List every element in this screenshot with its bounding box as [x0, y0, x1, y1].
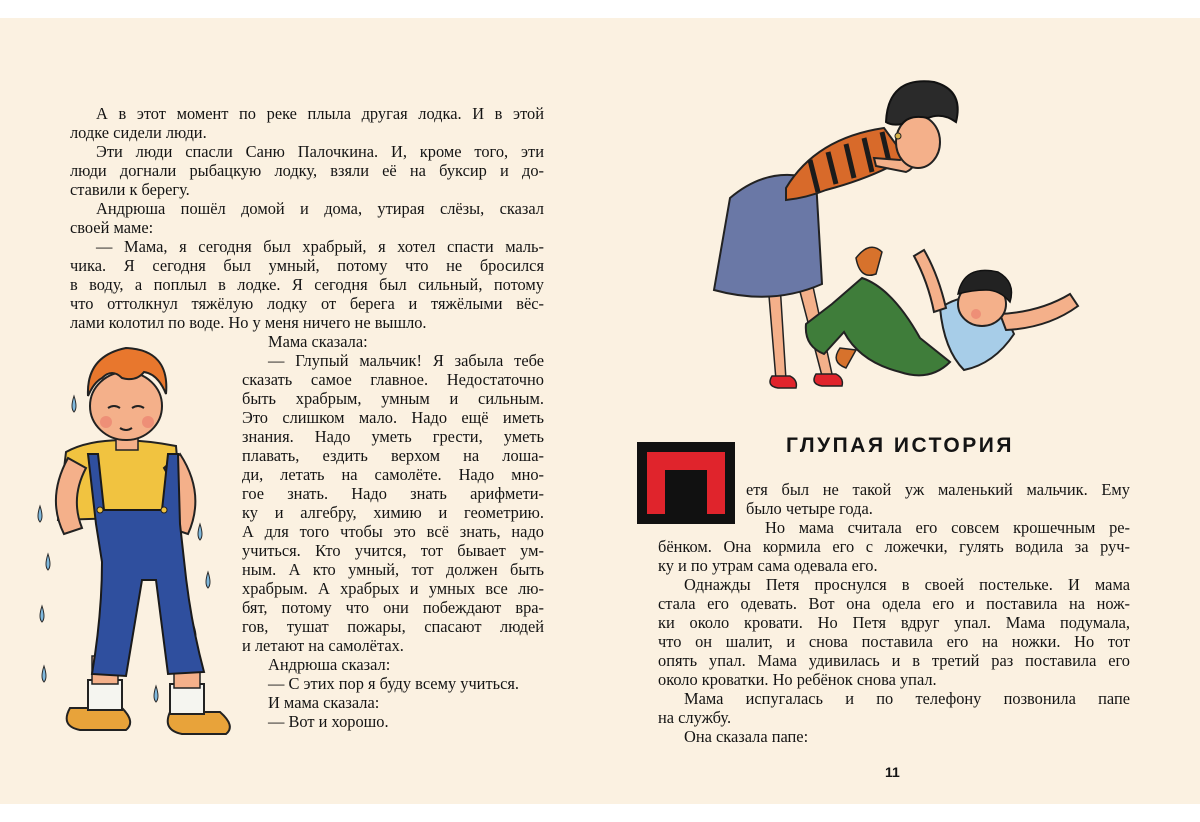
page-number: 11 — [885, 764, 900, 780]
left-text-line: знания. Надо уметь грести, уметь — [242, 427, 544, 446]
book-spread — [0, 18, 1200, 804]
right-text-line: на службу. — [658, 708, 732, 727]
left-text-line: Это слишком мало. Надо ещё иметь — [242, 408, 544, 427]
mother-and-falling-boy-illustration — [700, 58, 1090, 400]
left-text-line: Мама сказала: — [268, 332, 368, 351]
right-text-line: ки около кровати. Но Петя вдруг упал. Мама подумала, — [658, 613, 1130, 632]
left-text-line: И мама сказала: — [268, 693, 380, 712]
drop-cap-letter — [637, 442, 735, 524]
right-text-line: опять упал. Мама удивилась и в третий раз поставила его — [658, 651, 1130, 670]
left-text-line: ку и алгебру, химию и геометрию. — [242, 503, 544, 522]
right-text-line: Но мама считала его совсем крошечным ре- — [765, 518, 1130, 537]
left-text-line: Андрюша пошёл домой и дома, утирая слёзы, сказал — [96, 199, 544, 218]
left-text-line: бят, потому что они побеждают вра- — [242, 598, 544, 617]
left-text-line: лодке сидели люди. — [70, 123, 207, 142]
left-text-line: люди догнали рыбацкую лодку, взяли её на буксир и до- — [70, 161, 544, 180]
left-text-line: храбрым. А храбрых и умных все лю- — [242, 579, 544, 598]
right-text-line: что он шалит, и снова поставила его на ножки. Но тот — [658, 632, 1130, 651]
left-text-line: Эти люди спасли Саню Палочкина. И, кроме того, эти — [96, 142, 544, 161]
left-text-line: быть храбрым, умным и сильным. — [242, 389, 544, 408]
right-text-line: стала его одевать. Вот она одела его и поставила на нож- — [658, 594, 1130, 613]
left-text-line: — Вот и хорошо. — [268, 712, 389, 731]
left-text-line: своей маме: — [70, 218, 154, 237]
left-text-line: гое знать. Надо знать арифмети- — [242, 484, 544, 503]
right-text-line: бёнком. Она кормила его с ложечки, гулять водила за руч- — [658, 537, 1130, 556]
left-text-line: лами колотил по воде. Но у меня ничего не вышло. — [70, 313, 427, 332]
left-text-line: Андрюша сказал: — [268, 655, 391, 674]
left-text-line: — Мама, я сегодня был храбрый, я хотел спасти маль- — [96, 237, 544, 256]
right-text-line: ку и по утрам сама одевала его. — [658, 556, 878, 575]
story-title: ГЛУПАЯ ИСТОРИЯ — [786, 434, 1014, 457]
left-text-line: А для того чтобы это всё знать, надо — [242, 522, 544, 541]
right-text-line: Однажды Петя проснулся в своей постельке. И мама — [684, 575, 1130, 594]
left-text-line: ди, летать на самолёте. Надо мно- — [242, 465, 544, 484]
left-text-line: плавать, ездить верхом на лоша- — [242, 446, 544, 465]
right-text-line: около кроватки. Но ребёнок снова упал. — [658, 670, 937, 689]
right-text-line: етя был не такой уж маленький мальчик. Ему — [746, 480, 1130, 499]
left-text-line: ставили к берегу. — [70, 180, 190, 199]
boy-in-overalls-illustration — [30, 336, 240, 750]
left-text-line: — Глупый мальчик! Я забыла тебе — [268, 351, 544, 370]
left-text-line: гов, тушат пожары, спасают людей — [242, 617, 544, 636]
left-text-line: ным. А кто умный, тот должен быть — [242, 560, 544, 579]
left-text-line: чика. Я сегодня был умный, потому что не бросился — [70, 256, 544, 275]
left-text-line: в воду, а поплыл в лодке. Я сегодня был сильный, потому — [70, 275, 544, 294]
left-text-line: что оттолкнул тяжёлую лодку от берега и тяжёлыми вёс- — [70, 294, 544, 313]
right-text-line: Мама испугалась и по телефону позвонила папе — [684, 689, 1130, 708]
right-text-line: Она сказала папе: — [684, 727, 809, 746]
left-text-line: А в этот момент по реке плыла другая лодка. И в этой — [96, 104, 544, 123]
right-text-line: было четыре года. — [746, 499, 873, 518]
left-text-line: учиться. Кто учится, тот бывает ум- — [242, 541, 544, 560]
left-text-line: — С этих пор я буду всему учиться. — [268, 674, 520, 693]
left-text-line: и летают на самолётах. — [242, 636, 404, 655]
left-text-line: сказать самое главное. Недостаточно — [242, 370, 544, 389]
